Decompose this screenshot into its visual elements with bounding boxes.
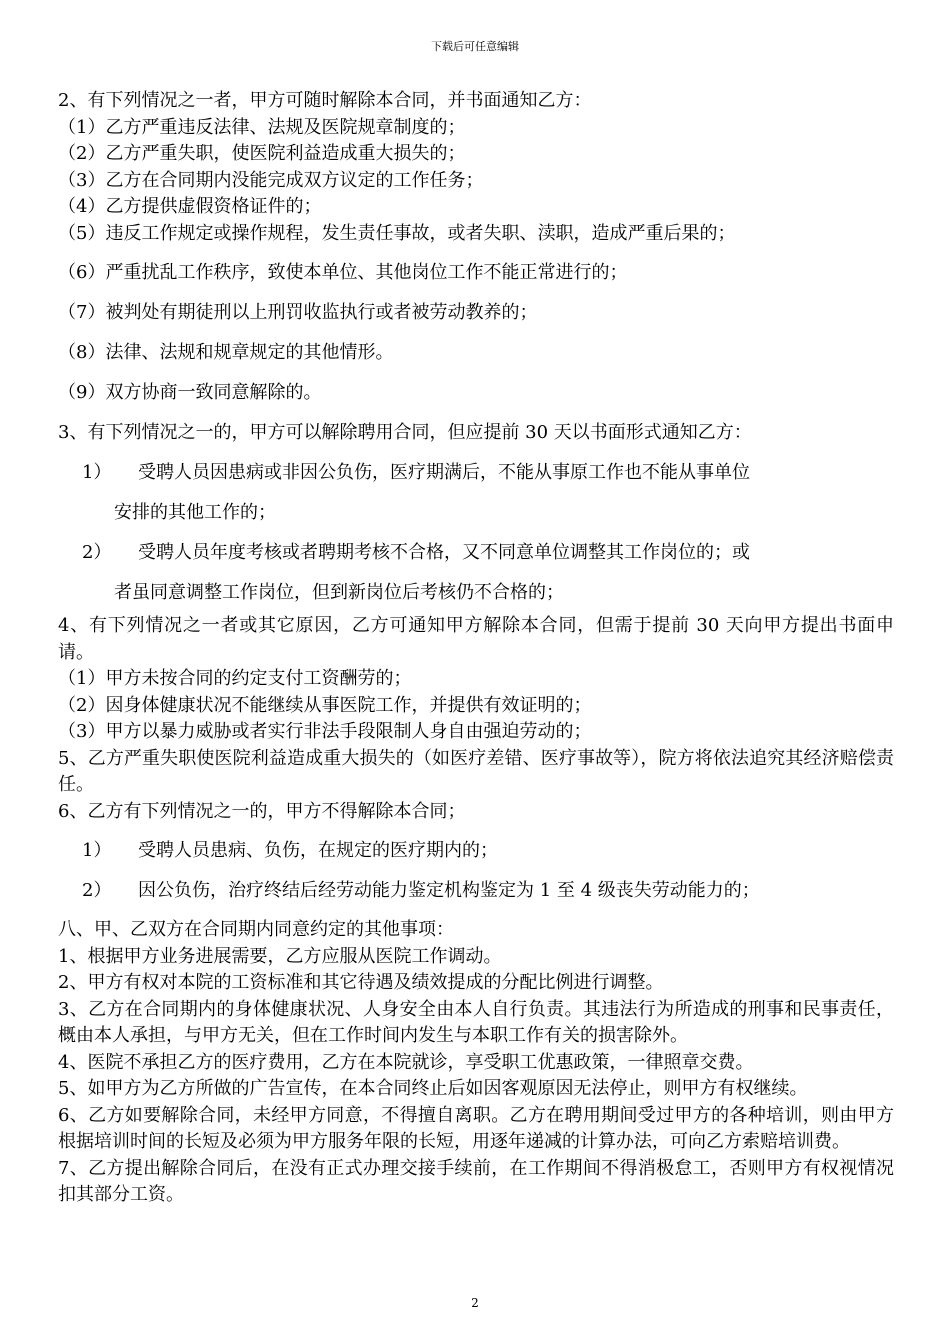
section-8-item-2: 2、甲方有权对本院的工资标准和其它待遇及绩效提成的分配比例进行调整。 (58, 972, 664, 993)
item-number: 1） (82, 840, 112, 861)
item-text-line: 受聘人员年度考核或者聘期考核不合格，又不同意单位调整其工作岗位的；或 (138, 542, 750, 563)
clause-4-item-1: （1）甲方未按合同的约定支付工资酬劳的； (58, 668, 412, 689)
page-header: 下载后可任意编辑 (431, 40, 519, 53)
clause-6-item-2 (58, 871, 894, 911)
clause-2-heading: 2、有下列情况之一者，甲方可随时解除本合同，并书面通知乙方： (58, 90, 592, 111)
section-8-item-6: 6、乙方如要解除合同，未经甲方同意，不得擅自离职。乙方在聘用期间受过甲方的各种培训，则由甲方根据培训时间的长短及必须为甲方服务年限的长短，用逐年递减的计算办法，可向乙方索赔培训费。 (58, 1104, 894, 1152)
section-8-item-3: 3、乙方在合同期内的身体健康状况、人身安全由本人自行负责。其违法行为所造成的刑事和民事责任，概由本人承担，与甲方无关，但在工作时间内发生与本职工作有关的损害除外。 (58, 998, 894, 1046)
item-text-line: 受聘人员因患病或非因公负伤，医疗期满后，不能从事原工作也不能从事单位 (138, 462, 750, 483)
clause-6-item-1 (58, 831, 894, 871)
clause-2-item-8: （8）法律、法规和规章规定的其他情形。 (58, 342, 394, 363)
item-text-continuation: 者虽同意调整工作岗位，但到新岗位后考核仍不合格的； (114, 582, 564, 603)
clause-4-item-2: （2）因身体健康状况不能继续从事医院工作，并提供有效证明的； (58, 694, 592, 716)
clause-4-item-3: （3）甲方以暴力威胁或者实行非法手段限制人身自由强迫劳动的； (58, 721, 592, 742)
item-text-continuation: 安排的其他工作的； (114, 502, 276, 523)
item-number: 2） (82, 880, 112, 901)
clause-3-item-1 (58, 453, 894, 493)
clause-3-item-2 (58, 533, 894, 573)
section-8-item-7: 7、乙方提出解除合同后，在没有正式办理交接手续前，在工作期间不得消极怠工，否则甲方有权视情况扣其部分工资。 (58, 1157, 894, 1205)
clause-2-item-3: （3）乙方在合同期内没能完成双方议定的工作任务； (58, 169, 484, 191)
document-body (58, 88, 894, 1209)
section-8-item-4: 4、医院不承担乙方的医疗费用，乙方在本院就诊，享受职工优惠政策，一律照章交费。 (58, 1051, 754, 1073)
clause-2-item-4: （4）乙方提供虚假资格证件的； (58, 196, 322, 217)
section-8-heading: 八、甲、乙双方在合同期内同意约定的其他事项： (58, 919, 454, 940)
section-8-item-5: 5、如甲方为乙方所做的广告宣传，在本合同终止后如因客观原因无法停止，则甲方有权继续。 (58, 1078, 808, 1099)
item-number: 2） (82, 542, 112, 563)
clause-2-item-1: （1）乙方严重违反法律、法规及医院规章制度的； (58, 116, 466, 138)
clause-6-heading: 6、乙方有下列情况之一的，甲方不得解除本合同； (58, 800, 466, 822)
item-text: 受聘人员患病、负伤，在规定的医疗期内的； (138, 840, 498, 861)
section-8-item-1: 1、根据甲方业务进展需要，乙方应服从医院工作调动。 (58, 945, 502, 967)
item-text: 因公负伤，治疗终结后经劳动能力鉴定机构鉴定为 1 至 4 级丧失劳动能力的； (138, 880, 760, 901)
clause-5: 5、乙方严重失职使医院利益造成重大损失的（如医疗差错、医疗事故等），院方将依法追究其经济赔偿责任。 (58, 747, 894, 795)
clause-3-heading: 3、有下列情况之一的，甲方可以解除聘用合同，但应提前 30 天以书面形式通知乙方： (58, 422, 752, 443)
page-number: 2 (471, 1296, 479, 1310)
clause-2-item-9: （9）双方协商一致同意解除的。 (58, 382, 322, 403)
clause-4-heading: 4、有下列情况之一者或其它原因，乙方可通知甲方解除本合同，但需于提前 30 天向甲方提出书面申请。 (58, 615, 894, 663)
clause-2-item-6: （6）严重扰乱工作秩序，致使本单位、其他岗位工作不能正常进行的； (58, 262, 628, 283)
clause-2-item-5: （5）违反工作规定或操作规程，发生责任事故，或者失职、渎职，造成严重后果的； (58, 222, 736, 244)
item-number: 1） (82, 462, 112, 483)
clause-2-item-2: （2）乙方严重失职，使医院利益造成重大损失的； (58, 143, 466, 164)
clause-2-item-7: （7）被判处有期徒刑以上刑罚收监执行或者被劳动教养的； (58, 302, 538, 323)
